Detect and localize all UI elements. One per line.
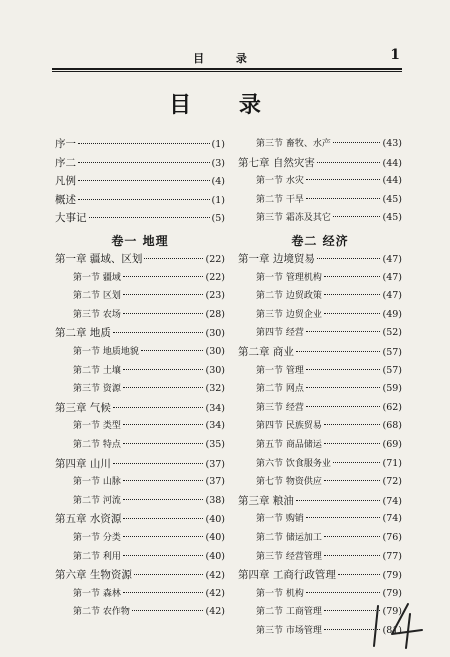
toc-entry-section[interactable] (238, 325, 402, 341)
toc-entry-section[interactable] (238, 530, 402, 546)
dot-leader (113, 407, 204, 408)
dot-leader (123, 387, 204, 388)
header-rule (52, 68, 402, 70)
toc-entry-chapter[interactable] (55, 251, 225, 267)
toc-entry-page: (68) (382, 420, 402, 432)
toc-entry-top[interactable] (55, 136, 225, 152)
toc-entry-page: (40) (205, 550, 225, 562)
toc-entry-chapter[interactable] (55, 511, 225, 527)
toc-entry-label: 第六节 饮食服务业 (256, 458, 331, 469)
toc-entry-page: (69) (382, 439, 402, 450)
toc-entry-label: 第二节 网点 (256, 384, 304, 395)
toc-entry-page: (37) (205, 458, 225, 470)
toc-entry-label: 第二节 河流 (73, 495, 121, 506)
toc-entry-page: (43) (382, 138, 402, 149)
toc-entry-label: 第一节 疆域 (73, 272, 121, 283)
dot-leader (333, 216, 381, 217)
toc-entry-top[interactable] (55, 192, 225, 208)
toc-entry-page: (72) (382, 476, 402, 488)
dot-leader (123, 592, 204, 593)
toc-entry-page: (81) (382, 625, 402, 636)
toc-entry-section[interactable] (55, 493, 225, 509)
dot-leader (333, 462, 381, 463)
dot-leader (324, 294, 381, 295)
dot-leader (324, 424, 381, 425)
toc-entry-page: (40) (205, 532, 225, 543)
toc-entry-section[interactable] (238, 549, 402, 565)
dot-leader (123, 443, 204, 444)
dot-leader (123, 294, 204, 295)
dot-leader (333, 142, 381, 143)
dot-leader (123, 536, 204, 537)
toc-entry-page: (30) (205, 328, 225, 340)
toc-entry-page: (57) (382, 364, 402, 376)
dot-leader (324, 536, 381, 537)
toc-entry-label: 序一 (55, 138, 76, 150)
toc-entry-page: (79) (382, 587, 402, 599)
header-rule-thin (52, 71, 402, 72)
toc-entry-page: (57) (382, 347, 402, 358)
toc-entry-label: 第七节 物资供应 (256, 477, 322, 488)
toc-entry-page: (79) (382, 606, 402, 618)
dot-leader (132, 610, 204, 611)
toc-entry-section[interactable] (55, 270, 225, 286)
dot-leader (306, 369, 381, 370)
dot-leader (123, 518, 203, 519)
volume-heading: 卷一 地理 (111, 234, 169, 248)
toc-entry-page: (47) (382, 290, 402, 302)
dot-leader (78, 162, 210, 163)
page-number: 1 (390, 47, 400, 63)
dot-leader (324, 443, 381, 444)
toc-entry-section[interactable] (238, 474, 402, 490)
dot-leader (306, 517, 381, 518)
dot-leader (338, 574, 381, 575)
dot-leader (134, 574, 204, 575)
dot-leader (306, 592, 381, 593)
toc-entry-label: 第二节 特点 (73, 440, 121, 450)
dot-leader (324, 480, 381, 481)
dot-leader (78, 143, 210, 144)
toc-entry-section[interactable] (55, 363, 225, 379)
dot-leader (324, 313, 381, 314)
toc-entry-page: (45) (382, 193, 402, 205)
dot-leader (123, 499, 204, 500)
toc-entry-label: 第一节 地质地貌 (73, 347, 139, 357)
toc-entry-label: 第一节 山脉 (73, 477, 121, 488)
toc-entry-page: (37) (205, 476, 225, 488)
toc-entry-label: 第一节 管理机构 (256, 272, 322, 283)
toc-entry-section[interactable] (55, 474, 225, 490)
toc-entry-page: (30) (205, 346, 225, 357)
toc-entry-page: (76) (382, 532, 402, 543)
toc-entry-label: 第二节 工商管理 (256, 607, 322, 618)
dot-leader (317, 258, 381, 259)
toc-entry-page: (30) (205, 364, 225, 376)
toc-entry-section[interactable] (238, 270, 402, 286)
toc-entry-section[interactable] (55, 604, 225, 620)
toc-entry-page: (1) (211, 139, 225, 150)
toc-entry-chapter[interactable] (238, 344, 402, 360)
toc-entry-label: 第三节 资源 (73, 384, 121, 395)
dot-leader (123, 480, 204, 481)
toc-entry-section[interactable] (55, 418, 225, 434)
dot-leader (113, 332, 204, 333)
toc-entry-label: 概述 (55, 193, 76, 206)
toc-entry-page: (32) (205, 383, 225, 395)
toc-entry-label: 第四章 工商行政管理 (238, 569, 336, 582)
toc-entry-section[interactable] (238, 400, 402, 416)
toc-entry-label: 第二节 区划 (73, 291, 121, 302)
toc-entry-page: (47) (382, 271, 402, 283)
dot-leader (123, 369, 204, 370)
toc-entry-page: (74) (382, 495, 402, 507)
toc-entry-chapter[interactable] (55, 456, 225, 472)
toc-entry-page: (5) (211, 213, 225, 225)
toc-entry-page: (1) (211, 194, 225, 206)
toc-entry-page: (22) (205, 254, 225, 265)
toc-entry-top[interactable] (55, 173, 225, 189)
toc-entry-page: (4) (211, 176, 225, 188)
toc-entry-page: (44) (382, 175, 402, 187)
toc-entry-label: 第一章 疆域、区划 (55, 253, 143, 265)
toc-entry-page: (42) (205, 606, 225, 618)
toc-entry-label: 第一节 购销 (256, 514, 304, 525)
toc-entry-chapter[interactable] (238, 251, 402, 267)
page-title: 目 录 (169, 92, 281, 118)
toc-entry-label: 第二节 农作物 (73, 607, 130, 618)
toc-entry-page: (77) (382, 550, 402, 562)
toc-entry-section[interactable] (238, 437, 402, 453)
toc-entry-section[interactable] (55, 549, 225, 565)
toc-entry-section[interactable] (238, 288, 402, 304)
toc-entry-label: 第四节 民族贸易 (256, 421, 322, 432)
toc-entry-page: (38) (205, 494, 225, 506)
toc-entry-label: 第一节 森林 (73, 588, 121, 599)
toc-entry-label: 凡例 (55, 175, 76, 188)
toc-entry-label: 第二章 地质 (55, 327, 111, 340)
toc-entry-label: 第一节 类型 (73, 421, 121, 432)
toc-entry-label: 第一节 管理 (256, 365, 304, 376)
toc-entry-section[interactable] (55, 381, 225, 397)
toc-entry-label: 第六章 生物资源 (55, 569, 132, 582)
toc-entry-label: 第五节 商品储运 (256, 440, 322, 450)
toc-entry-section[interactable] (238, 456, 402, 472)
toc-entry-label: 第三节 畜牧、水产 (256, 139, 331, 149)
toc-entry-chapter[interactable] (55, 400, 225, 416)
toc-entry-section[interactable] (238, 136, 402, 152)
toc-entry-section[interactable] (238, 363, 402, 379)
toc-entry-page: (49) (382, 308, 402, 320)
toc-entry-section[interactable] (55, 586, 225, 602)
toc-entry-section[interactable] (238, 210, 402, 226)
toc-entry-label: 第二节 利用 (73, 551, 121, 562)
dot-leader (306, 387, 381, 388)
toc-entry-section[interactable] (55, 437, 225, 453)
toc-entry-label: 第二节 储运加工 (256, 533, 322, 543)
toc-entry-label: 第三节 边贸企业 (256, 309, 322, 320)
dot-leader (89, 217, 210, 218)
toc-entry-chapter[interactable] (238, 155, 402, 171)
dot-leader (123, 313, 204, 314)
dot-leader (296, 500, 381, 501)
dot-leader (123, 424, 204, 425)
toc-entry-label: 第一章 边境贸易 (238, 253, 315, 265)
dot-leader (123, 276, 204, 277)
toc-entry-label: 第三节 经营 (256, 402, 304, 413)
toc-entry-label: 第一节 机构 (256, 588, 304, 599)
toc-entry-section[interactable] (238, 381, 402, 397)
toc-entry-label: 第四节 经营 (256, 328, 304, 339)
toc-entry-section[interactable] (238, 173, 402, 189)
toc-entry-page: (42) (205, 587, 225, 599)
toc-entry-chapter[interactable] (238, 567, 402, 583)
dot-leader (324, 276, 381, 277)
toc-entry-page: (42) (205, 570, 225, 582)
toc-entry-label: 序二 (55, 156, 76, 169)
toc-entry-section[interactable] (55, 344, 225, 360)
dot-leader (324, 555, 381, 556)
toc-entry-label: 第三章 气候 (55, 401, 111, 414)
running-header-title: 目 录 (193, 52, 261, 65)
dot-leader (306, 406, 381, 407)
toc-entry-page: (45) (382, 212, 402, 224)
toc-entry-label: 大事记 (55, 212, 87, 225)
toc-entry-page: (44) (382, 157, 402, 169)
volume-heading: 卷二 经济 (291, 234, 349, 248)
toc-entry-page: (71) (382, 457, 402, 469)
dot-leader (317, 162, 381, 163)
toc-entry-section[interactable] (238, 192, 402, 208)
toc-entry-section[interactable] (55, 288, 225, 304)
toc-entry-chapter[interactable] (55, 567, 225, 583)
dot-leader (78, 180, 210, 181)
running-header (52, 47, 402, 70)
toc-entry-top[interactable] (55, 155, 225, 171)
toc-entry-label: 第三节 经营管理 (256, 551, 322, 562)
toc-entry-chapter[interactable] (238, 493, 402, 509)
toc-entry-label: 第三章 粮油 (238, 494, 294, 507)
toc-entry-page: (40) (205, 514, 225, 526)
toc-entry-section[interactable] (55, 530, 225, 546)
dot-leader (141, 350, 204, 351)
dot-leader (78, 199, 210, 200)
toc-entry-label: 第三节 市场管理 (256, 626, 322, 636)
toc-entry-page: (22) (205, 271, 225, 283)
toc-entry-section[interactable] (55, 307, 225, 323)
dot-leader (306, 331, 381, 332)
toc-entry-page: (52) (382, 327, 402, 339)
handwritten-page-mark (370, 600, 430, 650)
toc-entry-label: 第二章 商业 (238, 346, 294, 358)
toc-entry-page: (35) (205, 439, 225, 450)
toc-entry-page: (23) (205, 290, 225, 302)
toc-entry-page: (28) (205, 308, 225, 320)
toc-entry-page: (62) (382, 401, 402, 413)
toc-entry-label: 第一节 分类 (73, 533, 121, 543)
toc-entry-label: 第二节 干旱 (256, 194, 304, 205)
toc-entry-page: (47) (382, 254, 402, 265)
toc-entry-label: 第二节 边贸政策 (256, 291, 322, 302)
toc-entry-section[interactable] (238, 418, 402, 434)
toc-entry-section[interactable] (238, 511, 402, 527)
toc-entry-page: (74) (382, 513, 402, 525)
toc-entry-label: 第五章 水资源 (55, 513, 122, 526)
toc-entry-section[interactable] (238, 307, 402, 323)
dot-leader (123, 555, 204, 556)
toc-entry-page: (59) (382, 383, 402, 395)
toc-entry-label: 第七章 自然灾害 (238, 156, 315, 169)
toc-entry-page: (79) (382, 570, 402, 582)
toc-entry-page: (34) (205, 402, 225, 414)
toc-entry-page: (34) (205, 420, 225, 432)
toc-entry-label: 第三节 霜冻及其它 (256, 213, 331, 224)
dot-leader (306, 198, 381, 199)
toc-entry-label: 第二节 土壤 (73, 365, 121, 376)
toc-entry-label: 第四章 山川 (55, 457, 111, 470)
dot-leader (144, 258, 203, 259)
toc-entry-page: (3) (211, 157, 225, 169)
toc-entry-label: 第一节 水灾 (256, 176, 304, 187)
toc-entry-label: 第三节 农场 (73, 309, 121, 320)
dot-leader (306, 179, 381, 180)
toc-entry-top[interactable] (55, 210, 225, 226)
toc-entry-chapter[interactable] (55, 325, 225, 341)
dot-leader (296, 351, 381, 352)
dot-leader (113, 463, 204, 464)
